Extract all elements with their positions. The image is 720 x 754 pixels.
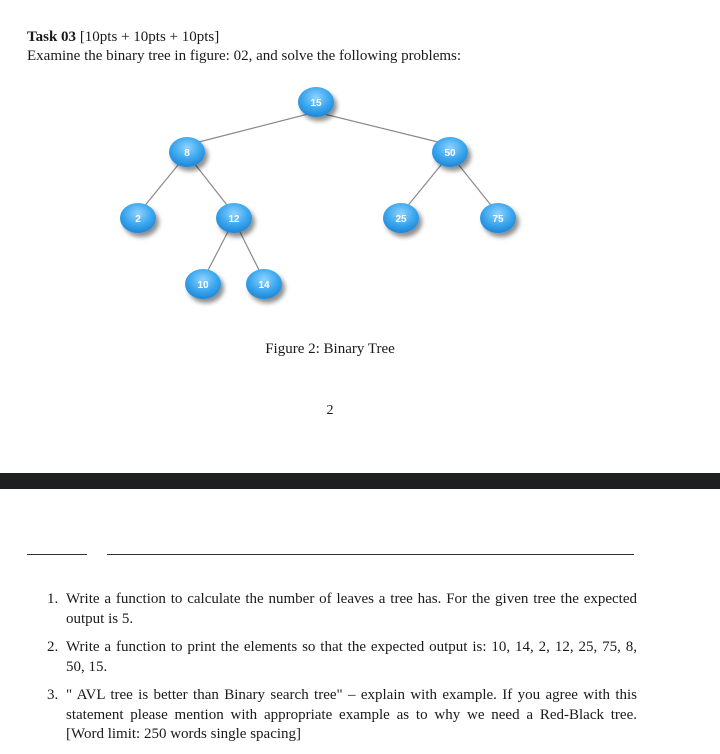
problem-text: " AVL tree is better than Binary search tree" – explain with example. If you agree with this statement please mention with appropriate example as to why we need a Red-Black tree. [Word limit: 250 words single spacing] bbox=[66, 687, 637, 742]
node-label-15: 15 bbox=[310, 98, 322, 109]
problem-list bbox=[47, 590, 637, 754]
node-label-12: 12 bbox=[228, 214, 240, 225]
page-break-bar bbox=[0, 473, 720, 489]
node-label-10: 10 bbox=[197, 280, 209, 291]
node-label-25: 25 bbox=[395, 214, 407, 225]
task-points: [10pts + 10pts + 10pts] bbox=[79, 29, 220, 45]
tree-node-8 bbox=[169, 137, 205, 167]
header-rule-short bbox=[27, 554, 87, 555]
problem-text: Write a function to calculate the number of leaves a tree has. For the given tree the expected output is 5. bbox=[66, 591, 637, 627]
tree-nodes bbox=[120, 87, 516, 299]
tree-node-75 bbox=[480, 203, 516, 233]
edge-15-50 bbox=[316, 112, 450, 145]
problem-item-3 bbox=[47, 686, 637, 745]
figure-caption: Figure 2: Binary Tree bbox=[265, 341, 395, 357]
task-intro: Examine the binary tree in figure: 02, and solve the following problems: bbox=[27, 48, 462, 64]
node-label-2: 2 bbox=[135, 214, 141, 225]
tree-edges bbox=[138, 112, 498, 280]
problem-item-1 bbox=[47, 590, 637, 629]
node-label-75: 75 bbox=[492, 214, 504, 225]
problem-number: 3. bbox=[47, 687, 59, 703]
problem-text: Write a function to print the elements so that the expected output is: 10, 14, 2, 12, 25, 75, 8, 50, 15. bbox=[66, 639, 637, 675]
tree-node-50 bbox=[432, 137, 468, 167]
page-number: 2 bbox=[326, 403, 334, 418]
edge-15-8 bbox=[187, 112, 316, 145]
binary-tree-figure bbox=[0, 0, 720, 340]
problem-number: 1. bbox=[47, 591, 59, 607]
tree-node-10 bbox=[185, 269, 221, 299]
tree-node-12 bbox=[216, 203, 252, 233]
tree-node-25 bbox=[383, 203, 419, 233]
tree-node-14 bbox=[246, 269, 282, 299]
node-label-14: 14 bbox=[258, 280, 270, 291]
node-label-8: 8 bbox=[184, 148, 190, 159]
header-rule-long bbox=[107, 554, 634, 555]
tree-node-2 bbox=[120, 203, 156, 233]
node-label-50: 50 bbox=[444, 148, 456, 159]
problem-number: 2. bbox=[47, 639, 59, 655]
task-title: Task 03 bbox=[27, 29, 77, 45]
tree-node-15 bbox=[298, 87, 334, 117]
problem-item-2 bbox=[47, 638, 637, 677]
